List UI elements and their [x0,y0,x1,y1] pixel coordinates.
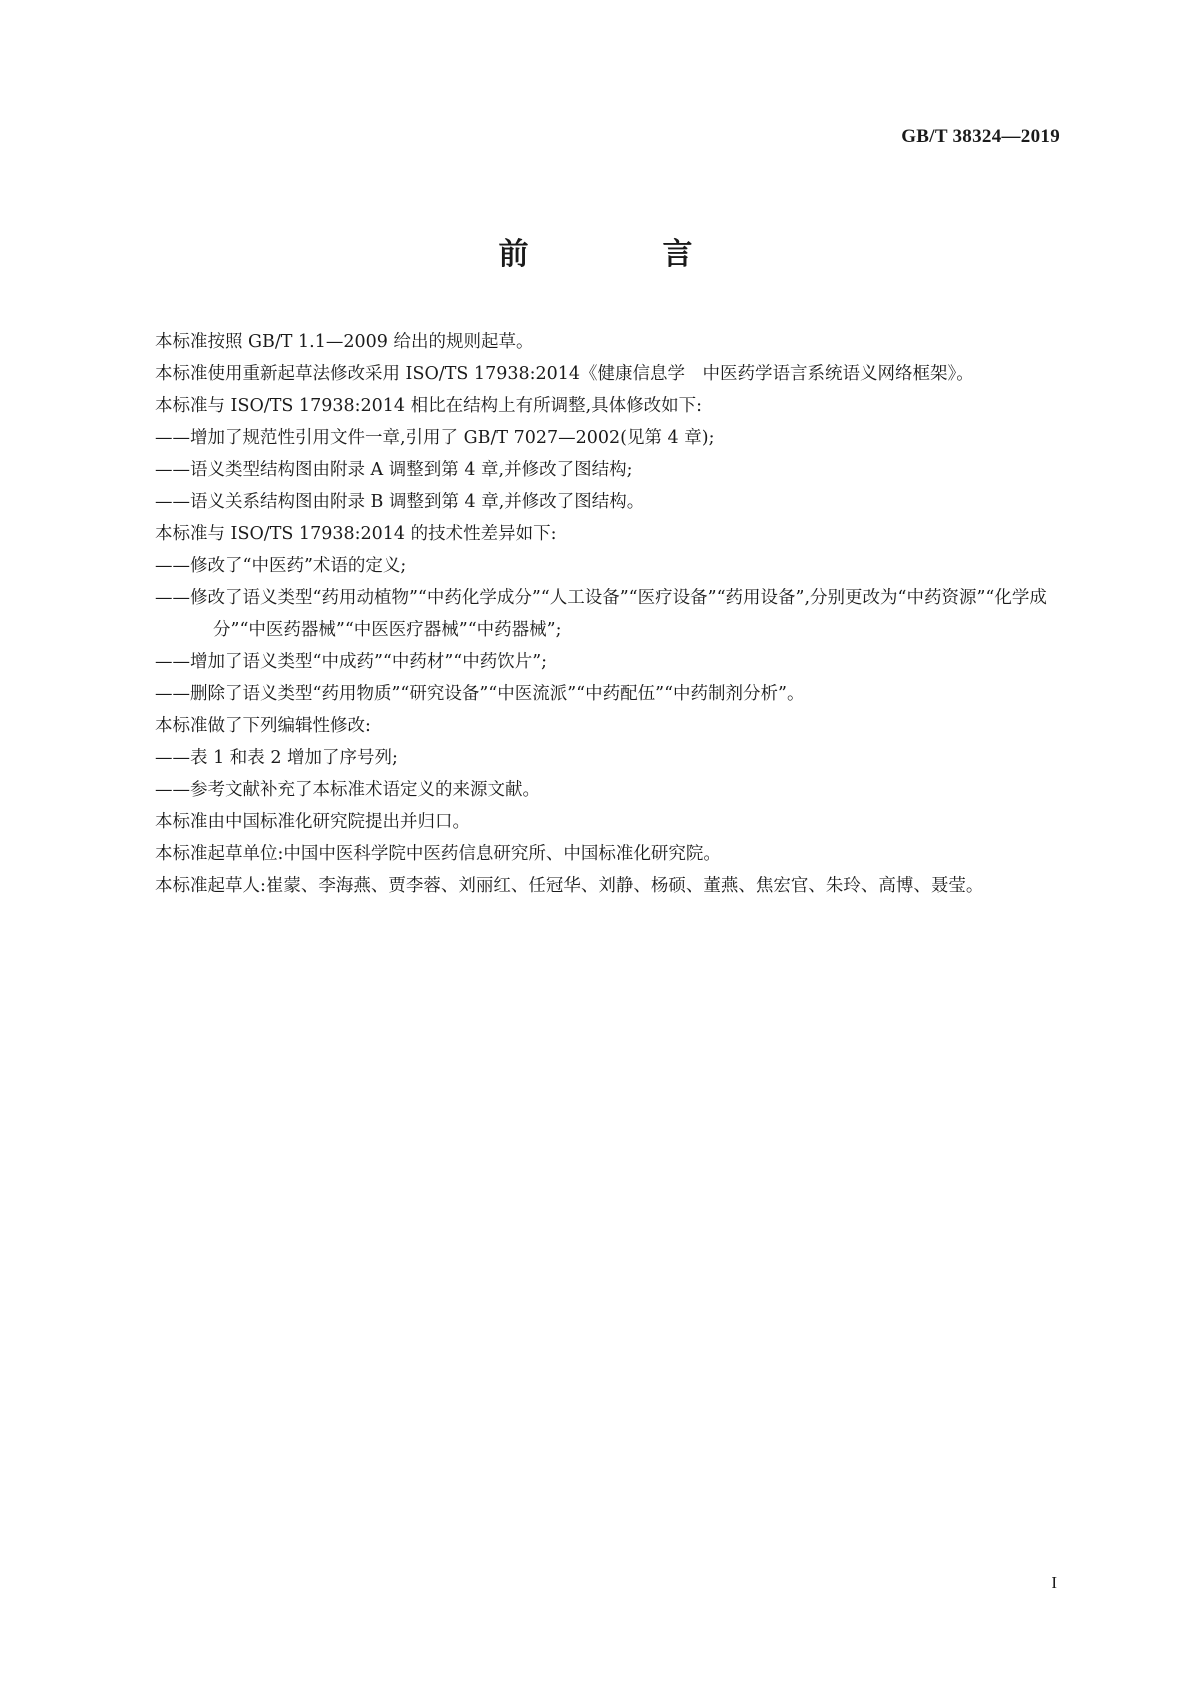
list-item-editorial-1: ——表 1 和表 2 增加了序号列; [155,748,398,768]
standard-number: GB/T 38324—2019 [901,126,1060,147]
paragraph-drafters: 本标准起草人:崔蒙、李海燕、贾李蓉、刘丽红、任冠华、刘静、杨硕、董燕、焦宏官、朱玲、高博、聂莹。 [155,876,984,896]
list-item-structure-2: ——语义类型结构图由附录 A 调整到第 4 章,并修改了图结构; [155,460,633,480]
paragraph-proposer: 本标准由中国标准化研究院提出并归口。 [155,812,470,832]
list-item-technical-4: ——删除了语义类型“药用物质”“研究设备”“中医流派”“中药配伍”“中药制剂分析”。 [155,684,805,704]
paragraph-technical-differences: 本标准与 ISO/TS 17938:2014 的技术性差异如下: [155,524,557,544]
foreword-body [119,326,1065,902]
paragraph-editorial-changes: 本标准做了下列编辑性修改: [155,716,371,736]
paragraph-drafting-units: 本标准起草单位:中国中医科学院中医药信息研究所、中国标准化研究院。 [155,844,721,864]
list-item-structure-3: ——语义关系结构图由附录 B 调整到第 4 章,并修改了图结构。 [155,492,645,512]
paragraph-adoption: 本标准使用重新起草法修改采用 ISO/TS 17938:2014《健康信息学 中医药学语言系统语义网络框架》。 [155,364,974,384]
page-number: I [1051,1573,1057,1592]
list-item-technical-3: ——增加了语义类型“中成药”“中药材”“中药饮片”; [155,652,548,672]
list-item-editorial-2: ——参考文献补充了本标准术语定义的来源文献。 [155,780,540,800]
list-item-technical-2: ——修改了语义类型“药用动植物”“中药化学成分”“人工设备”“医疗设备”“药用设备”,分别更改为“中药资源”“化学成分”“中医药器械”“中医医疗器械”“中药器械”; [155,588,1047,640]
list-item-technical-1: ——修改了“中医药”术语的定义; [155,556,407,576]
page-title: 前 言 [498,237,745,272]
list-item-structure-1: ——增加了规范性引用文件一章,引用了 GB/T 7027—2002(见第 4 章); [155,428,715,448]
paragraph-drafting-rules: 本标准按照 GB/T 1.1—2009 给出的规则起草。 [155,332,534,352]
paragraph-structure-changes: 本标准与 ISO/TS 17938:2014 相比在结构上有所调整,具体修改如下: [155,396,703,416]
